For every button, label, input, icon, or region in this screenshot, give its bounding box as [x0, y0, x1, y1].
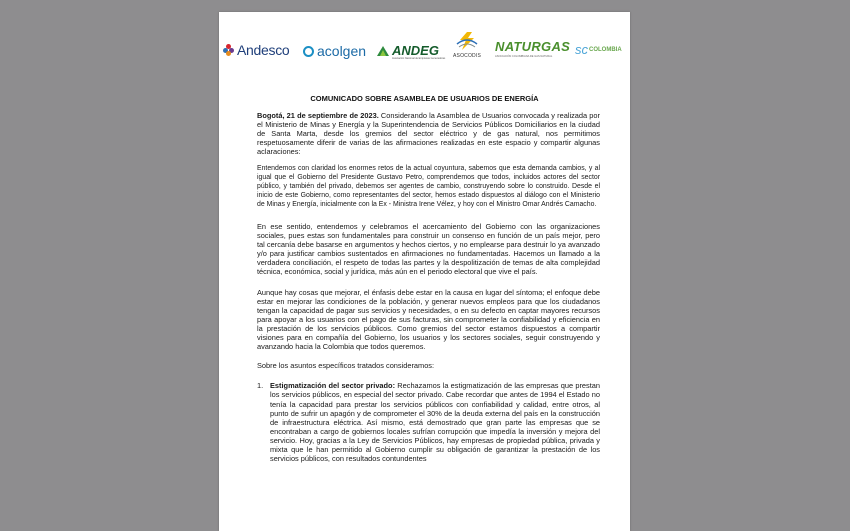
intro-text: Considerando la Asamblea de Usuarios convocada y realizada por el Ministerio de Minas y Energía y la Superintendencia de Servicios Públicos Domiciliarios en la ciudad de Santa Marta, desde los gremios del sector eléctrico y de gas natural, nos permitimos respetuosamente diferir de varias de las afirmaciones realizadas en este espacio y compartir algunas aclaraciones: [257, 111, 600, 157]
andeg-leaf-icon [376, 45, 390, 57]
paragraph-5: Sobre los asuntos específicos tratados consideramos: [257, 361, 435, 371]
list-item-number: 1. [257, 381, 264, 391]
naturgas-logo [495, 39, 570, 58]
naturgas-logo-text: NATURGAS [495, 39, 571, 54]
paragraph-3: En ese sentido, entendemos y celebramos el acercamiento del Gobierno con las organizaciones sociales, pues estas son fundamentales para construir un consenso en función de un país mejor, pero tal cercanía debe basarse en argumentos y hechos ciertos, y no emplearse para destruir lo ya avanzado y/o para justificar cambios sustentados en afirmaciones no fundamentadas. Hacemos un llamado a la verdadera conciliación, el respeto de todas las partes y la despolitización de temas de alta complejidad técnica, económica, social y jurídica, más aún en el periodo electoral que vive el país. [257, 222, 600, 277]
date-lead: Bogotá, 21 de septiembre de 2023. [257, 111, 379, 120]
acolgen-logo-text: acolgen [317, 43, 367, 59]
andeg-tagline: Asociación Nacional de Empresas Generadoras [392, 57, 446, 60]
acolgen-ring-icon [303, 46, 314, 57]
document-title: COMUNICADO SOBRE ASAMBLEA DE USUARIOS DE ENERGÍA [310, 94, 539, 103]
intro-paragraph [257, 111, 600, 156]
logo-bar [219, 30, 630, 70]
andesco-logo [223, 42, 289, 58]
list-item-heading: Estigmatización del sector privado: [270, 381, 396, 391]
andeg-logo-text: ANDEG [392, 43, 439, 58]
scf-logo-mark: sc [575, 42, 588, 57]
paragraph-4: Aunque hay cosas que mejorar, el énfasis debe estar en la causa en lugar del síntoma; el enfoque debe estar en mejorar las condiciones de la población, y generar nuevos empleos para que los ciudadanos tengan la capacidad de pagar sus servicios y necesidades, o en su defecto en captar mayores recursos para apoyar a los usuarios con el pago de sus facturas, sin comprometer la confiabilidad y eficiencia en la prestación de los servicios públicos. Como gremios del sector estamos dispuestos a compartir visiones para en compañía del Gobierno, los usuarios y los sectores sociales, seguir construyendo y avanzando hacia la Colombia que todos queremos. [257, 287, 600, 352]
document-page [219, 12, 630, 531]
acolgen-logo [303, 43, 366, 59]
andesco-flower-icon [223, 44, 235, 56]
asocodis-logo [453, 30, 481, 59]
asocodis-logo-text: ASOCODIS [453, 53, 481, 59]
scf-logo [575, 42, 622, 57]
asocodis-emblem-icon [454, 30, 480, 52]
document-body [257, 111, 600, 472]
list-item-text: Rechazamos la estigmatización de las empresas que prestan los servicios públicos, en especial del sector privado. Cabe recordar que antes de 1994 el Estado no tenía la capacidad para prestar los servicios públicos con confiabilidad y calidad, entre otros, al punto de sufrir un apagón y de comprometer el 30% de la deuda externa del país en la construcción de infraestructura eléctrica. Así mismo, está demostrado que gran parte las empresas que se encontraban a cargo de gobiernos locales sufrían corrupción que impedía la inversión y mejora del servicio. Hoy, gracias a la Ley de Servicios Públicos, hay empresas de propiedad pública, privada y mixta que le han permitido al Gobierno cumplir su obligación de garantizar la prestación de los servicios públicos, con resultados contundentes [270, 381, 600, 464]
scf-logo-text: COLOMBIA [589, 46, 622, 53]
andeg-logo [376, 43, 446, 60]
list-item [257, 381, 600, 463]
andesco-logo-text: Andesco [237, 42, 290, 58]
paragraph-2: Entendemos con claridad los enormes retos de la actual coyuntura, sabemos que esta demanda cambios, y al igual que el Gobierno del Presidente Gustavo Petro, comprendemos que todos, incluidos actores del sector público, y también del privado, debemos ser agentes de cambio, construyendo sobre lo construido. Desde el inicio de este Gobierno, como representantes del sector, hemos estado dispuestos al diálogo con el Ministerio de Minas y Energía, inicialmente con la Ex - Ministra Irene Vélez, y hoy con el Ministro Omar Andrés Camacho. [257, 165, 600, 209]
naturgas-tagline: ASOCIACIÓN COLOMBIANA DE GAS NATURAL [495, 55, 553, 58]
